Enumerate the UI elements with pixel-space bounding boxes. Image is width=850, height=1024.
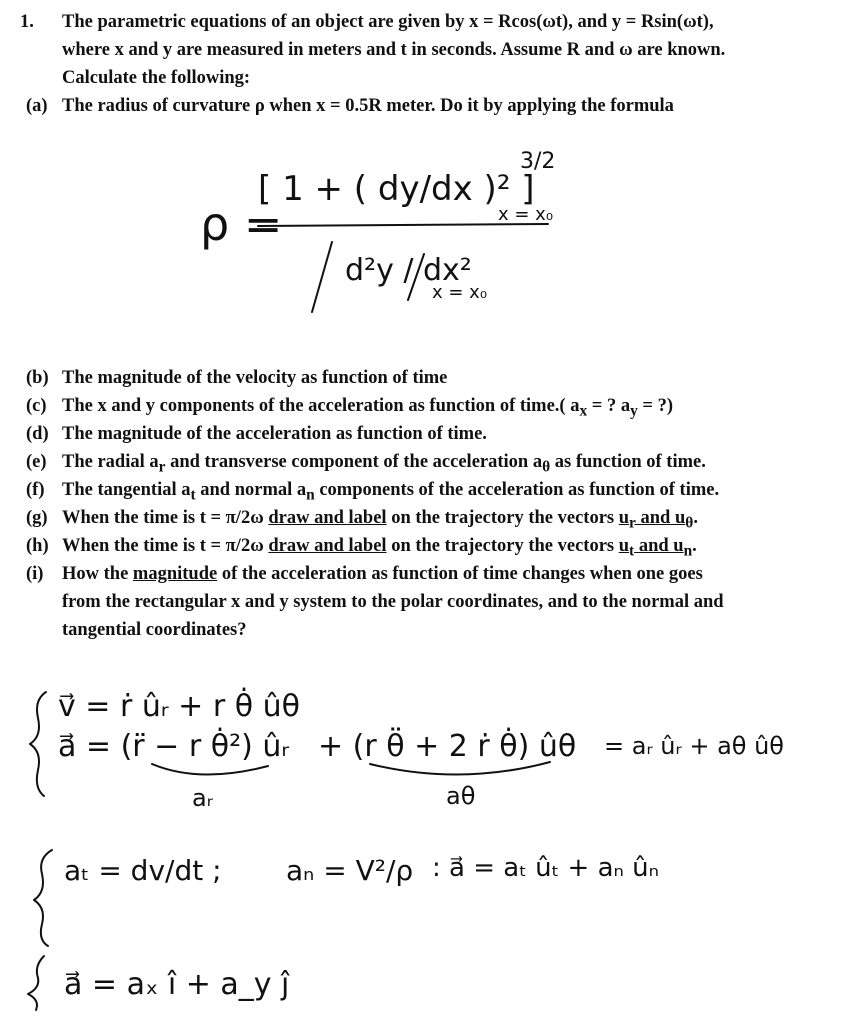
part-c-text: The x and y components of the acceleration as function of time.( $a_x$ = ? $a_y$ = ?) bbox=[62, 396, 673, 420]
formula-numerator: [ 1 + ( dy/dx )² ] bbox=[258, 169, 535, 209]
part-f-label: (f) bbox=[26, 480, 45, 500]
formula-exponent: 3/2 bbox=[520, 149, 556, 174]
tangential-normal-components bbox=[34, 850, 659, 946]
part-b-label: (b) bbox=[26, 368, 49, 388]
normal-acceleration: aₙ = V²/ρ bbox=[286, 854, 414, 887]
rho-symbol: ρ = bbox=[200, 197, 283, 251]
tangential-acceleration: aₜ = dv/dt ; bbox=[64, 854, 222, 887]
part-i-line-3: tangential coordinates? bbox=[62, 620, 247, 640]
part-d-text: The magnitude of the acceleration as function of time. bbox=[62, 424, 487, 444]
radial-underbrace bbox=[152, 764, 268, 775]
radial-label: aᵣ bbox=[192, 784, 213, 812]
tangential-brace bbox=[34, 850, 52, 946]
acceleration-polar-radial: a⃗ = (r̈ − r θ̇²) ûᵣ bbox=[58, 729, 290, 764]
tangential-normal-vector: : a⃗ = aₜ ûₜ + aₙ ûₙ bbox=[432, 853, 659, 883]
denominator-slash-left bbox=[312, 242, 332, 312]
part-b-text: The magnitude of the velocity as function of time bbox=[62, 368, 448, 388]
formula-denominator: d²y / dx² bbox=[345, 253, 472, 288]
transverse-label: aθ bbox=[446, 782, 476, 810]
part-f-text: The tangential $a_t$ and normal $a_n$ components of the acceleration as function of time. bbox=[62, 480, 720, 504]
problem-number: 1. bbox=[20, 12, 34, 32]
part-c-label: (c) bbox=[26, 396, 47, 416]
polar-brace bbox=[30, 692, 46, 796]
part-h-text: When the time is t = π/2ω draw and label on the trajectory the vectors $u_t$ and $u_n$. bbox=[62, 536, 697, 560]
part-i-line-1: How the magnitude of the acceleration as function of time changes when one goes bbox=[62, 564, 703, 584]
part-i-label: (i) bbox=[26, 564, 44, 584]
part-e-text: The radial $a_r$ and transverse component of the acceleration $a_\theta$ as function of time. bbox=[62, 452, 706, 476]
numerator-evaluation: x = x₀ bbox=[498, 204, 554, 225]
intro-line-1: The parametric equations of an object are given by x = Rcos(ωt), and y = Rsin(ωt), bbox=[62, 12, 714, 32]
fraction-bar bbox=[258, 224, 548, 226]
cartesian-components bbox=[28, 956, 290, 1010]
curvature-formula bbox=[200, 149, 555, 312]
part-e-label: (e) bbox=[26, 452, 47, 472]
part-a-label: (a) bbox=[26, 96, 48, 116]
intro-line-3: Calculate the following: bbox=[62, 68, 251, 88]
acceleration-polar-sum: = aᵣ ûᵣ + aθ ûθ bbox=[604, 732, 784, 760]
part-i-line-2: from the rectangular x and y system to the polar coordinates, and to the normal and bbox=[62, 592, 724, 612]
cartesian-brace bbox=[28, 956, 44, 1010]
part-a-text: The radius of curvature ρ when x = 0.5R meter. Do it by applying the formula bbox=[62, 96, 674, 116]
denominator-evaluation: x = x₀ bbox=[432, 282, 488, 303]
acceleration-polar-transverse: + (r θ̈ + 2 ṙ θ̇) ûθ bbox=[318, 729, 577, 764]
part-h-label: (h) bbox=[26, 536, 49, 556]
polar-components bbox=[30, 687, 784, 812]
velocity-polar: v⃗ = ṙ ûᵣ + r θ̇ ûθ bbox=[58, 689, 300, 724]
part-g-text: When the time is t = π/2ω draw and label on the trajectory the vectors $u_r$ and $u_\theta$. bbox=[62, 508, 698, 532]
intro-line-2: where x and y are measured in meters and t in seconds. Assume R and ω are known. bbox=[62, 40, 726, 60]
cartesian-vector: a⃗ = aₓ î + a_y ĵ bbox=[64, 967, 290, 1002]
part-g-label: (g) bbox=[26, 508, 48, 528]
part-d-label: (d) bbox=[26, 424, 49, 444]
